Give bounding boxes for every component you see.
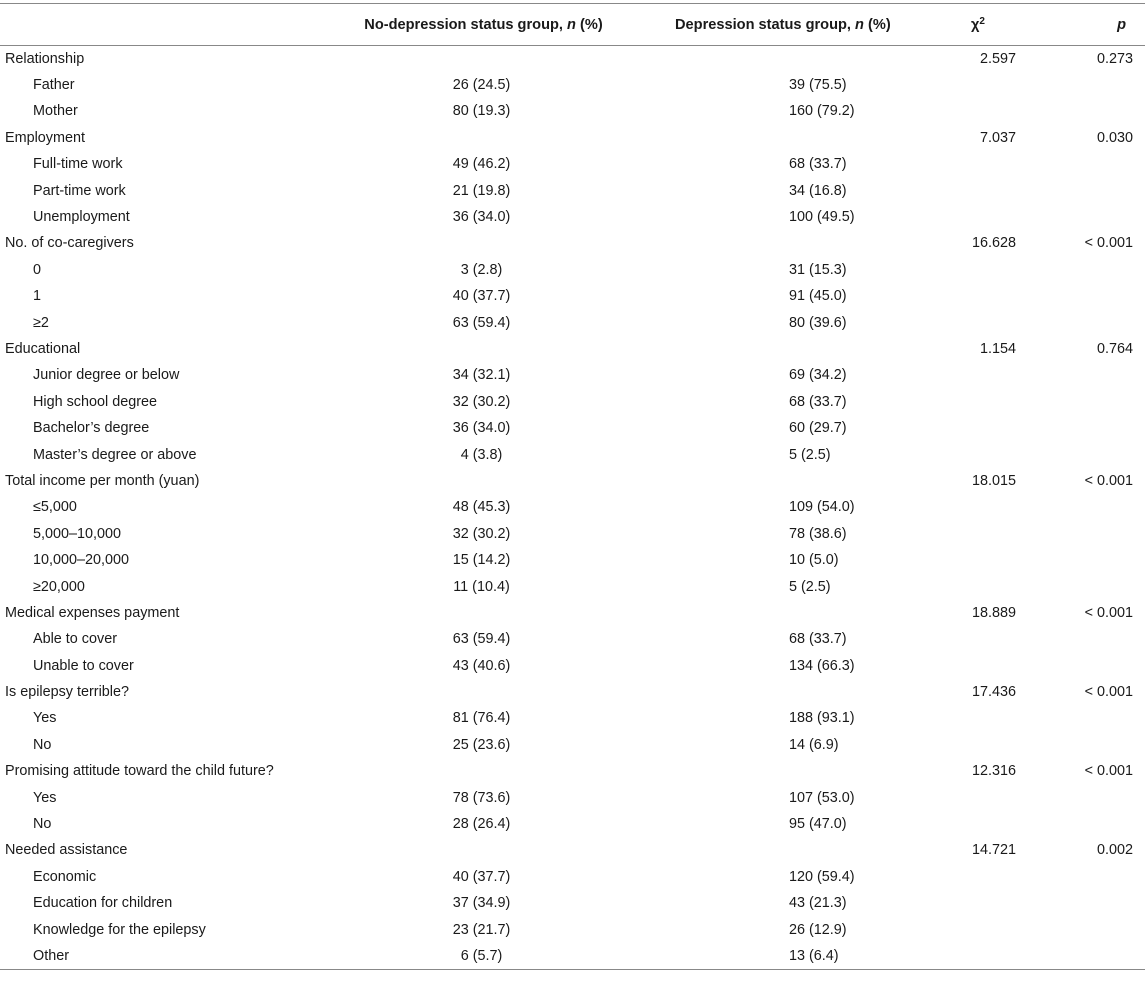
p-value (1048, 98, 1145, 124)
no-depression-value: 40 (37.7) (452, 868, 511, 885)
chi-square-value: 2.597 (979, 50, 1016, 67)
row-label: No (33, 816, 52, 833)
category-row (0, 230, 1145, 256)
row-label: Economic (33, 868, 97, 885)
p-value (1048, 389, 1145, 415)
row-label: Part-time work (33, 182, 126, 199)
depression-value: 95 (47.0) (789, 816, 847, 833)
no-depression-value: 34 (32.1) (452, 367, 511, 384)
row-label: Relationship (5, 50, 85, 67)
depression-value (675, 468, 908, 494)
p-value (1048, 573, 1145, 599)
chi-square-value (908, 151, 1048, 177)
row-label: Total income per month (yuan) (5, 472, 200, 489)
no-depression-value: 25 (23.6) (452, 736, 511, 753)
depression-value: 107 (53.0) (789, 789, 855, 806)
depression-value: 188 (93.1) (789, 710, 855, 727)
header-chi-square (908, 4, 1048, 46)
depression-value: 39 (75.5) (789, 77, 847, 94)
chi-square-value (908, 916, 1048, 942)
chi-square-value (908, 811, 1048, 837)
row-label: Mother (33, 103, 78, 120)
no-depression-value (292, 468, 675, 494)
table-body (0, 46, 1145, 970)
p-value (1048, 916, 1145, 942)
row-label: Needed assistance (5, 842, 128, 859)
row-label: Is epilepsy terrible? (5, 684, 129, 701)
table-row (0, 547, 1145, 573)
p-value: 0.030 (1096, 129, 1133, 146)
p-value (1048, 521, 1145, 547)
table-row (0, 652, 1145, 678)
no-depression-value: 81 (76.4) (452, 710, 511, 727)
table-row (0, 573, 1145, 599)
p-value (1048, 177, 1145, 203)
depression-value (675, 758, 908, 784)
row-label: Full-time work (33, 156, 123, 173)
depression-value (675, 679, 908, 705)
no-depression-value: 36 (34.0) (452, 209, 511, 226)
row-label: 10,000–20,000 (33, 552, 130, 569)
table-row (0, 916, 1145, 942)
no-depression-value: 28 (26.4) (452, 816, 511, 833)
depression-value: 5 (2.5) (789, 578, 831, 595)
no-depression-value: 32 (30.2) (452, 525, 511, 542)
depression-value (675, 600, 908, 626)
p-value (1048, 204, 1145, 230)
no-depression-value: 63 (59.4) (452, 631, 511, 648)
chi-square-value (908, 652, 1048, 678)
no-depression-value: 40 (37.7) (452, 288, 511, 305)
p-value (1048, 652, 1145, 678)
p-value: < 0.001 (1084, 763, 1133, 780)
p-value (1048, 415, 1145, 441)
chi-square-value (908, 177, 1048, 203)
table-row (0, 72, 1145, 98)
row-label: Unemployment (33, 209, 130, 226)
p-value (1048, 441, 1145, 467)
row-label: Unable to cover (33, 657, 134, 674)
header-n-symbol: n (855, 16, 864, 33)
table-row (0, 204, 1145, 230)
no-depression-value: 26 (24.5) (452, 77, 511, 94)
header-pct: (%) (575, 16, 603, 33)
no-depression-value: 11 (10.4) (453, 578, 510, 595)
no-depression-value (292, 336, 675, 362)
table-row (0, 521, 1145, 547)
row-label: High school degree (33, 393, 157, 410)
header-no-depression (292, 4, 675, 46)
chi-square-value: 17.436 (971, 684, 1016, 701)
p-value (1048, 283, 1145, 309)
chi-square-value (908, 521, 1048, 547)
table-row (0, 309, 1145, 335)
row-label: Other (0, 943, 292, 969)
p-value (1048, 257, 1145, 283)
category-row (0, 837, 1145, 863)
row-label: 0 (33, 261, 42, 278)
depression-value: 69 (34.2) (789, 367, 847, 384)
depression-value (675, 336, 908, 362)
table-row (0, 415, 1145, 441)
no-depression-value: 43 (40.6) (452, 657, 511, 674)
category-row (0, 125, 1145, 151)
no-depression-value: 80 (19.3) (452, 103, 511, 120)
no-depression-value: 48 (45.3) (452, 499, 511, 516)
table-row (0, 362, 1145, 388)
chi-square-value (908, 72, 1048, 98)
row-label: Yes (33, 710, 57, 727)
chi-square-value: 7.037 (979, 129, 1016, 146)
row-label: Promising attitude toward the child future? (5, 763, 274, 780)
no-depression-value (292, 758, 675, 784)
depression-value: 160 (79.2) (789, 103, 855, 120)
row-label: Bachelor’s degree (33, 420, 150, 437)
p-value (1048, 151, 1145, 177)
depression-value: 14 (6.9) (789, 736, 839, 753)
chi-square-value (908, 389, 1048, 415)
row-label: No. of co-caregivers (5, 235, 134, 252)
p-value (1048, 547, 1145, 573)
p-value (1048, 626, 1145, 652)
p-value (1048, 362, 1145, 388)
table-row (0, 705, 1145, 731)
no-depression-value: 37 (34.9) (452, 895, 511, 912)
depression-value: 34 (16.8) (789, 182, 847, 199)
p-value: 0.764 (1096, 340, 1133, 357)
no-depression-value (292, 46, 675, 72)
depression-value: 31 (15.3) (789, 261, 847, 278)
header-p-value (1048, 4, 1145, 46)
row-label: ≥20,000 (33, 578, 85, 595)
no-depression-value: 6 (5.7) (292, 943, 675, 969)
table-row (0, 494, 1145, 520)
depression-value: 134 (66.3) (789, 657, 855, 674)
header-no-depression-label: No-depression status group, (364, 16, 568, 33)
header-depression (675, 4, 908, 46)
category-row (0, 46, 1145, 72)
table-row (0, 784, 1145, 810)
table-row (0, 626, 1145, 652)
header-n-symbol: n (567, 16, 576, 33)
table-header (0, 4, 1145, 46)
no-depression-value (292, 125, 675, 151)
no-depression-value: 63 (59.4) (452, 314, 511, 331)
row-label: Education for children (33, 895, 173, 912)
chi-square-value (908, 890, 1048, 916)
table-row (0, 732, 1145, 758)
no-depression-value (292, 837, 675, 863)
depression-value (675, 46, 908, 72)
table-row (0, 864, 1145, 890)
no-depression-value: 32 (30.2) (452, 393, 511, 410)
p-value (1048, 732, 1145, 758)
chi-square-value (908, 98, 1048, 124)
p-value (1048, 309, 1145, 335)
no-depression-value: 49 (46.2) (452, 156, 511, 173)
row-label: Yes (33, 789, 57, 806)
table-row (0, 98, 1145, 124)
row-label: Educational (5, 340, 81, 357)
p-value (1048, 705, 1145, 731)
p-value (1048, 811, 1145, 837)
depression-value: 68 (33.7) (789, 156, 847, 173)
table-row (0, 283, 1145, 309)
p-value: < 0.001 (1084, 472, 1133, 489)
chi-square-value (908, 626, 1048, 652)
no-depression-value: 4 (3.8) (460, 446, 503, 463)
no-depression-value: 36 (34.0) (452, 420, 511, 437)
p-value (1048, 72, 1145, 98)
chi-square-value (908, 309, 1048, 335)
chi-square-value: 16.628 (971, 235, 1016, 252)
category-row (0, 679, 1145, 705)
header-pct: (%) (863, 16, 891, 33)
category-row (0, 600, 1145, 626)
chi-square-value (908, 415, 1048, 441)
depression-value: 60 (29.7) (789, 420, 847, 437)
depression-value: 100 (49.5) (789, 209, 855, 226)
depression-value: 78 (38.6) (789, 525, 847, 542)
row-label: Employment (5, 129, 85, 146)
row-label: ≤5,000 (33, 499, 77, 516)
chi-square-value (908, 362, 1048, 388)
no-depression-value: 3 (2.8) (460, 261, 503, 278)
no-depression-value: 78 (73.6) (452, 789, 511, 806)
table-row (0, 811, 1145, 837)
depression-value: 26 (12.9) (789, 921, 847, 938)
row-label: Able to cover (33, 631, 117, 648)
depression-value: 80 (39.6) (789, 314, 847, 331)
depression-value: 10 (5.0) (789, 552, 839, 569)
depression-value: 68 (33.7) (789, 631, 847, 648)
depression-value: 43 (21.3) (789, 895, 847, 912)
chi-square-value: 18.889 (971, 604, 1016, 621)
chi-symbol: χ (971, 16, 980, 33)
chi-superscript: 2 (979, 15, 985, 27)
header-row (0, 4, 1145, 46)
p-value: 0.002 (1096, 842, 1133, 859)
depression-value: 68 (33.7) (789, 393, 847, 410)
table-row (0, 257, 1145, 283)
depression-value: 5 (2.5) (789, 446, 831, 463)
depression-value (675, 230, 908, 256)
header-variable (0, 4, 292, 46)
table-row (0, 177, 1145, 203)
no-depression-value: 23 (21.7) (452, 921, 511, 938)
row-label: Knowledge for the epilepsy (33, 921, 206, 938)
no-depression-value (292, 230, 675, 256)
p-value (1048, 864, 1145, 890)
chi-square-value: 18.015 (971, 472, 1016, 489)
chi-square-value: 12.316 (971, 763, 1016, 780)
table-row (0, 890, 1145, 916)
table-row (0, 441, 1145, 467)
row-label: Father (33, 77, 75, 94)
row-label: Medical expenses payment (5, 604, 180, 621)
chi-square-value (908, 283, 1048, 309)
p-value (1048, 784, 1145, 810)
p-value: < 0.001 (1084, 235, 1133, 252)
p-symbol: p (1117, 16, 1126, 33)
no-depression-value (292, 679, 675, 705)
p-value (1048, 494, 1145, 520)
row-label: No (33, 736, 52, 753)
category-row (0, 468, 1145, 494)
depression-value: 13 (6.4) (675, 943, 908, 969)
category-row (0, 758, 1145, 784)
row-label: Junior degree or below (33, 367, 180, 384)
chi-square-value (908, 705, 1048, 731)
p-value: < 0.001 (1084, 604, 1133, 621)
depression-value: 109 (54.0) (789, 499, 855, 516)
p-value (1048, 943, 1145, 969)
row-label: Master’s degree or above (33, 446, 197, 463)
p-value (1048, 890, 1145, 916)
chi-square-value: 1.154 (979, 340, 1016, 357)
row-label: ≥2 (33, 314, 49, 331)
header-depression-label: Depression status group, (675, 16, 856, 33)
chi-square-value (908, 494, 1048, 520)
chi-square-value (908, 573, 1048, 599)
row-label: 5,000–10,000 (33, 525, 122, 542)
depression-value (675, 837, 908, 863)
chi-square-value (908, 547, 1048, 573)
no-depression-value (292, 600, 675, 626)
category-row (0, 336, 1145, 362)
table-row (0, 943, 1145, 969)
p-value: 0.273 (1096, 50, 1133, 67)
chi-square-value (908, 864, 1048, 890)
p-value: < 0.001 (1084, 684, 1133, 701)
table-row (0, 151, 1145, 177)
no-depression-value: 21 (19.8) (452, 182, 511, 199)
depression-value (675, 125, 908, 151)
no-depression-value: 15 (14.2) (452, 552, 511, 569)
row-label: 1 (33, 288, 42, 305)
table-row (0, 389, 1145, 415)
chi-square-value: 14.721 (971, 842, 1016, 859)
results-table (0, 3, 1145, 970)
chi-square-value (908, 943, 1048, 969)
chi-square-value (908, 732, 1048, 758)
depression-value: 91 (45.0) (789, 288, 847, 305)
chi-square-value (908, 257, 1048, 283)
chi-square-value (908, 784, 1048, 810)
depression-value: 120 (59.4) (789, 868, 855, 885)
chi-square-value (908, 204, 1048, 230)
chi-square-value (908, 441, 1048, 467)
